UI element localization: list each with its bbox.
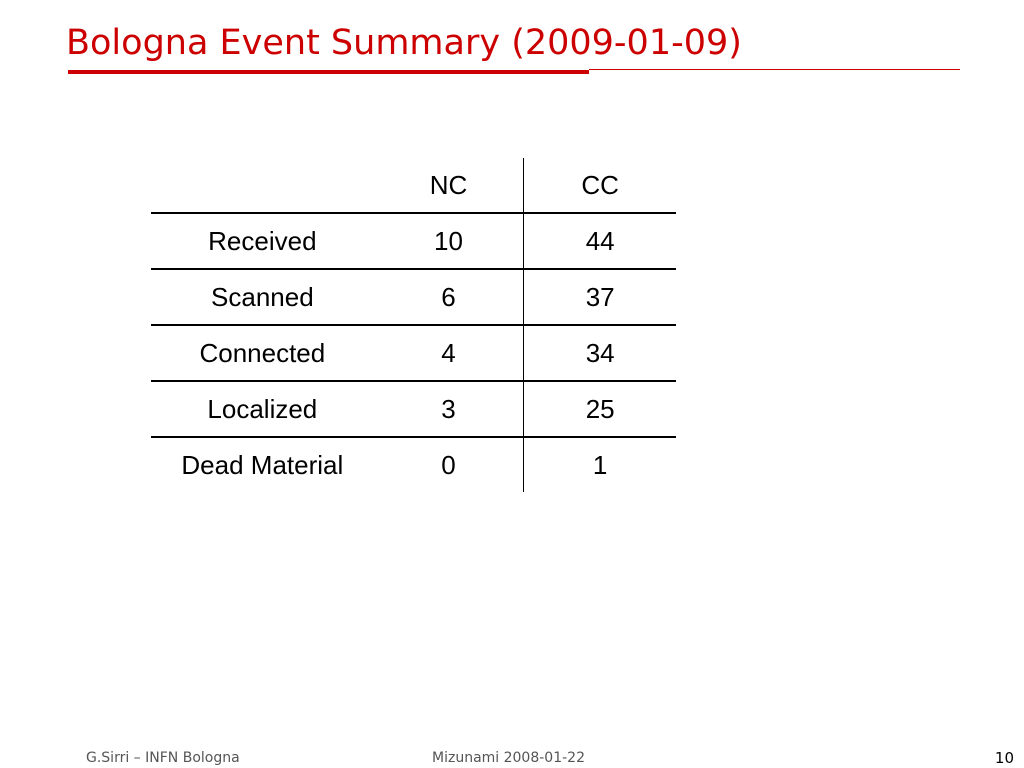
table-row	[151, 213, 676, 269]
nc-value: 4	[374, 325, 524, 381]
table-row	[151, 381, 676, 437]
table-row	[151, 269, 676, 325]
cc-value: 1	[524, 437, 676, 492]
title-underline-extension	[589, 69, 960, 70]
footer-author: G.Sirri – INFN Bologna	[86, 750, 240, 766]
row-label: Scanned	[151, 269, 374, 325]
row-label: Received	[151, 213, 374, 269]
header-cell-label	[151, 158, 374, 213]
header-cell-nc: NC	[374, 158, 524, 213]
event-summary-table	[151, 158, 676, 492]
row-label: Connected	[151, 325, 374, 381]
table-row	[151, 325, 676, 381]
table-row	[151, 437, 676, 492]
table-header-row	[151, 158, 676, 213]
row-label: Localized	[151, 381, 374, 437]
header-cell-cc: CC	[524, 158, 676, 213]
nc-value: 0	[441, 449, 456, 480]
page-number: 10	[994, 749, 1014, 767]
footer-event: Mizunami 2008-01-22	[432, 750, 585, 766]
title-underline	[68, 70, 589, 74]
cc-value: 37	[524, 269, 676, 325]
row-label: Dead Material	[181, 449, 344, 480]
cc-value: 34	[524, 325, 676, 381]
cc-value: 25	[524, 381, 676, 437]
nc-value: 10	[374, 213, 524, 269]
nc-value: 6	[374, 269, 524, 325]
nc-value: 3	[374, 381, 524, 437]
slide-title: Bologna Event Summary (2009-01-09)	[66, 23, 742, 63]
cc-value: 44	[524, 213, 676, 269]
